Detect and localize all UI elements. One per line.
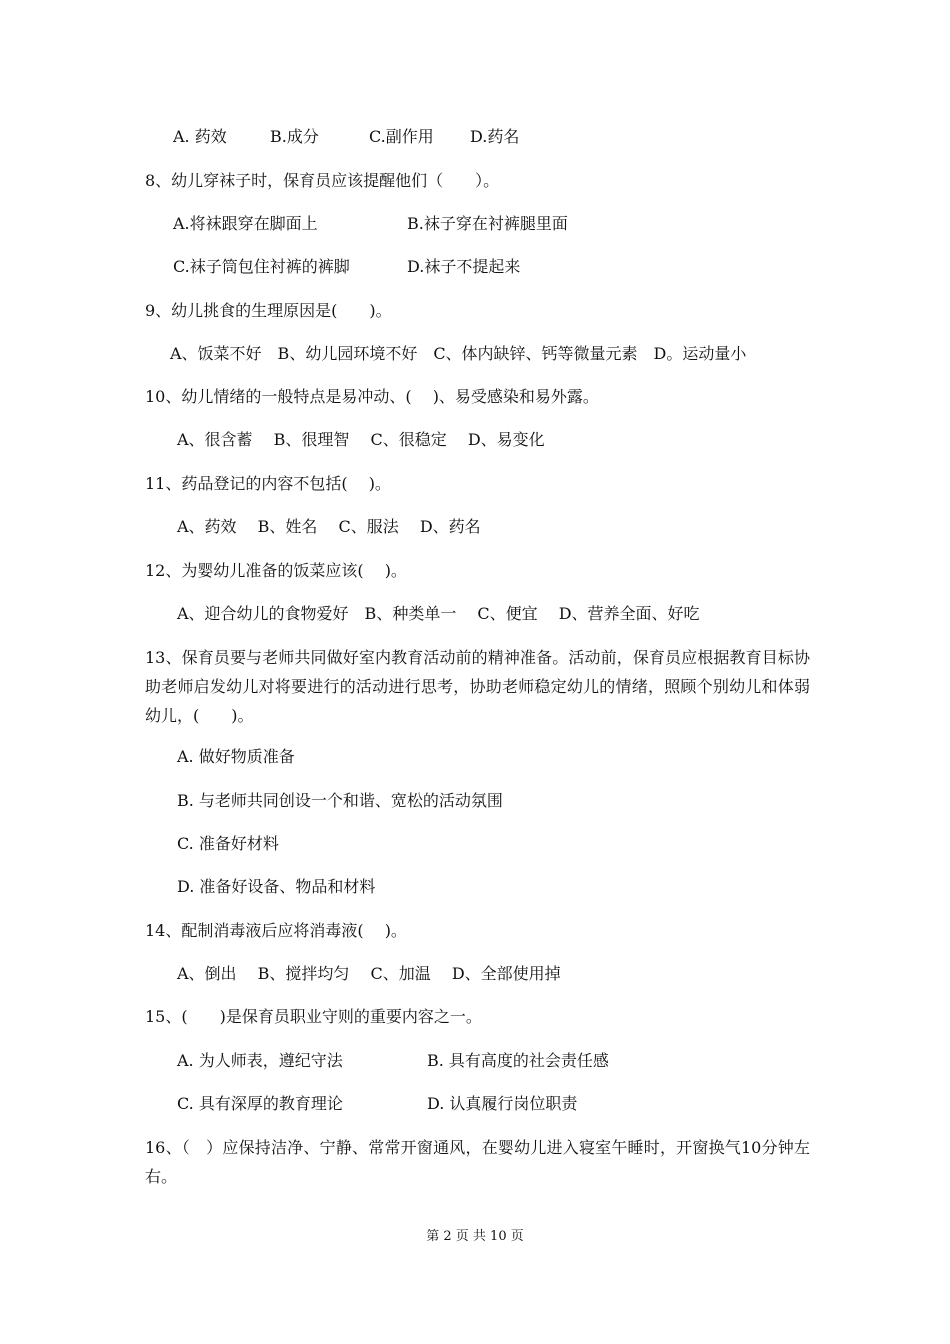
q13-option-d: D. 准备好设备、物品和材料 bbox=[177, 877, 376, 896]
q7-option-b: B.成分 bbox=[270, 127, 319, 146]
q10-options: A、很含蓄 B、很理智 C、很稳定 D、易变化 bbox=[177, 430, 545, 449]
q13-option-a: A. 做好物质准备 bbox=[177, 747, 295, 766]
q8-option-c: C.袜子筒包住衬裤的裤脚 bbox=[173, 257, 350, 276]
q15-option-b: B. 具有高度的社会责任感 bbox=[427, 1051, 609, 1070]
q8-stem: 8、幼儿穿袜子时，保育员应该提醒他们（ ）。 bbox=[145, 171, 500, 190]
q11-options: A、药效 B、姓名 C、服法 D、药名 bbox=[177, 517, 481, 536]
q13-option-c: C. 准备好材料 bbox=[177, 834, 279, 853]
q8-option-d: D.袜子不提起来 bbox=[407, 257, 521, 276]
q14-options: A、倒出 B、搅拌均匀 C、加温 D、全部使用掉 bbox=[177, 964, 561, 983]
q15-stem: 15、( )是保育员职业守则的重要内容之一。 bbox=[145, 1007, 482, 1026]
q7-option-d: D.药名 bbox=[470, 127, 520, 146]
q13-stem: 13、保育员要与老师共同做好室内教育活动前的精神准备。活动前，保育员应根据教育目标协助老师启发幼儿对将要进行的活动进行思考，协助老师稳定幼儿的情绪，照顾个别幼儿和体弱幼儿，( )。 bbox=[145, 648, 810, 725]
q9-stem: 9、幼儿挑食的生理原因是( )。 bbox=[145, 301, 392, 320]
q7-option-a: A. 药效 bbox=[173, 127, 227, 146]
q12-stem: 12、为婴幼儿准备的饭菜应该( )。 bbox=[145, 561, 407, 580]
q11-stem: 11、药品登记的内容不包括( )。 bbox=[145, 474, 391, 493]
page-footer: 第 2 页 共 10 页 bbox=[426, 1229, 524, 1244]
q10-stem: 10、幼儿情绪的一般特点是易冲动、( )、易受感染和易外露。 bbox=[145, 387, 599, 406]
q15-option-a: A. 为人师表，遵纪守法 bbox=[177, 1051, 343, 1070]
q9-options: A、饭菜不好 B、幼儿园环境不好 C、体内缺锌、钙等微量元素 D。运动量小 bbox=[170, 344, 747, 363]
q13-option-b: B. 与老师共同创设一个和谐、宽松的活动氛围 bbox=[177, 791, 503, 810]
q8-option-a: A.将袜跟穿在脚面上 bbox=[173, 214, 318, 233]
q15-option-d: D. 认真履行岗位职责 bbox=[427, 1094, 578, 1113]
q14-stem: 14、配制消毒液后应将消毒液( )。 bbox=[145, 921, 407, 940]
q16-stem: 16、（ ）应保持洁净、宁静、常常开窗通风，在婴幼儿进入寝室午睡时，开窗换气10分钟左右。 bbox=[145, 1138, 810, 1186]
q12-options: A、迎合幼儿的食物爱好 B、种类单一 C、便宜 D、营养全面、好吃 bbox=[177, 604, 700, 623]
q15-option-c: C. 具有深厚的教育理论 bbox=[177, 1094, 343, 1113]
q8-option-b: B.袜子穿在衬裤腿里面 bbox=[407, 214, 568, 233]
q7-option-c: C.副作用 bbox=[369, 127, 434, 146]
